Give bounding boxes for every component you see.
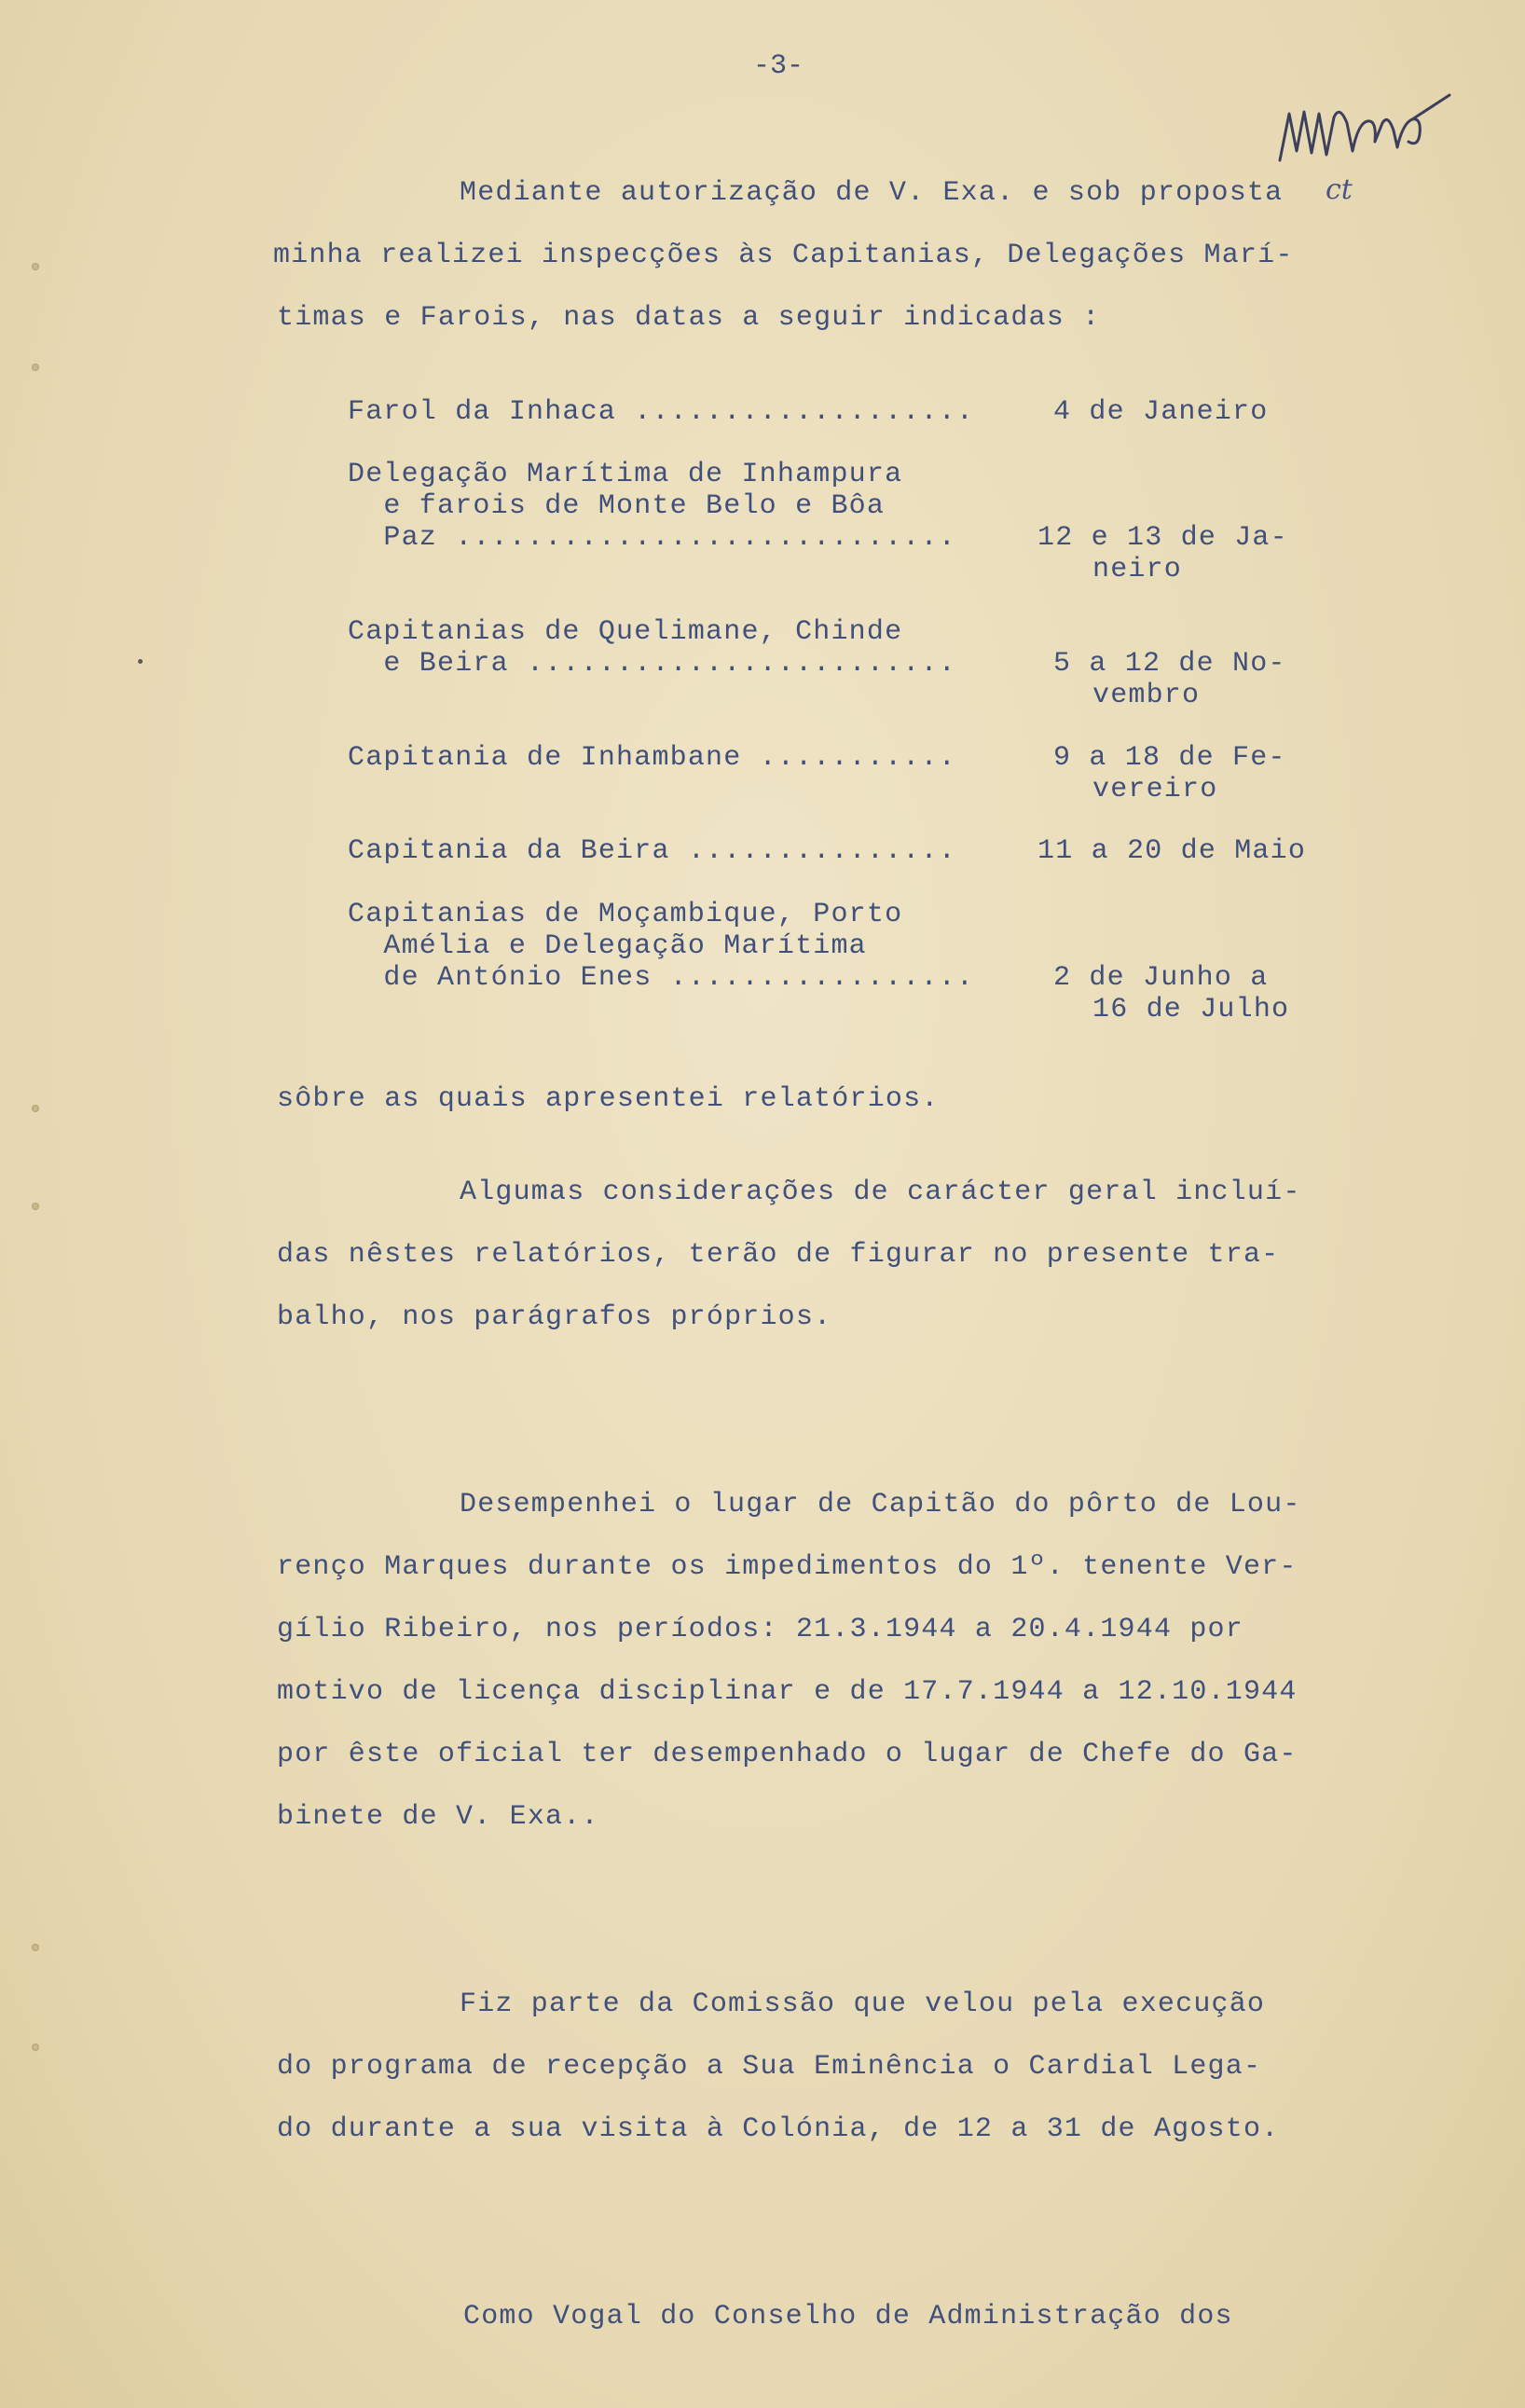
paragraph3-line: por êste oficial ter desempenhado o lugar de Chefe do Ga- bbox=[277, 1739, 1298, 1770]
paragraph3-line: motivo de licença disciplinar e de 17.7.1944 a 12.10.1944 bbox=[277, 1676, 1298, 1708]
handwritten-mark: ct bbox=[1326, 173, 1353, 206]
paragraph5-line: Como Vogal do Conselho de Administração dos bbox=[463, 2301, 1233, 2332]
ink-speck bbox=[138, 659, 143, 664]
handwritten-signature bbox=[1272, 86, 1459, 188]
binder-hole bbox=[32, 1944, 39, 1951]
inspection-date: 12 e 13 de Ja- bbox=[1037, 522, 1288, 554]
paragraph4-line: do durante a sua visita à Colónia, de 12 a 31 de Agosto. bbox=[277, 2113, 1280, 2145]
paragraph3-line: renço Marques durante os impedimentos do 1º. tenente Ver- bbox=[277, 1551, 1298, 1583]
inspection-date: 16 de Julho bbox=[1092, 994, 1290, 1025]
paragraph2-line: balho, nos parágrafos próprios. bbox=[277, 1301, 832, 1333]
paragraph4-line: do programa de recepção a Sua Eminência o Cardial Lega- bbox=[277, 2051, 1262, 2083]
paragraph1-line: timas e Farois, nas datas a seguir indicadas : bbox=[277, 302, 1101, 334]
inspection-date: neiro bbox=[1092, 554, 1183, 585]
inspection-date: 5 a 12 de No- bbox=[1053, 648, 1286, 680]
inspection-place: Capitanias de Quelimane, Chinde bbox=[348, 616, 903, 648]
binder-hole bbox=[32, 1105, 39, 1112]
binder-hole bbox=[32, 364, 39, 371]
binder-hole bbox=[32, 1203, 39, 1210]
inspection-date: 2 de Junho a bbox=[1053, 962, 1269, 994]
inspection-date: 4 de Janeiro bbox=[1053, 396, 1269, 428]
inspection-date: vembro bbox=[1092, 680, 1201, 711]
page-number: -3- bbox=[753, 50, 804, 82]
inspection-place: e farois de Monte Belo e Bôa bbox=[348, 490, 886, 522]
inspection-place: Capitanias de Moçambique, Porto bbox=[348, 899, 903, 930]
paragraph1-line: minha realizei inspecções às Capitanias, Delegações Marí- bbox=[273, 240, 1294, 271]
paragraph3-line: Desempenhei o lugar de Capitão do pôrto de Lou- bbox=[460, 1489, 1301, 1520]
paragraph1-line: Mediante autorização de V. Exa. e sob proposta bbox=[460, 177, 1284, 209]
paragraph4-line: Fiz parte da Comissão que velou pela execução bbox=[460, 1988, 1266, 2020]
paragraph2-line: das nêstes relatórios, terão de figurar no presente tra- bbox=[277, 1239, 1280, 1271]
closing-line: sôbre as quais apresentei relatórios. bbox=[277, 1083, 940, 1115]
binder-hole bbox=[32, 2043, 39, 2051]
inspection-date: 9 a 18 de Fe- bbox=[1053, 742, 1286, 774]
inspection-date: 11 a 20 de Maio bbox=[1037, 835, 1307, 867]
inspection-place: Capitania de Inhambane ........... bbox=[348, 742, 956, 774]
paragraph2-line: Algumas considerações de carácter geral incluí- bbox=[460, 1176, 1301, 1208]
paragraph3-line: gílio Ribeiro, nos períodos: 21.3.1944 a 20.4.1944 por bbox=[277, 1614, 1243, 1645]
binder-hole bbox=[32, 263, 39, 270]
inspection-place: Delegação Marítima de Inhampura bbox=[348, 459, 903, 490]
inspection-date: vereiro bbox=[1092, 774, 1218, 805]
paragraph3-line: binete de V. Exa.. bbox=[277, 1801, 599, 1833]
inspection-place: Amélia e Delegação Marítima bbox=[348, 930, 867, 962]
inspection-place: Capitania da Beira ............... bbox=[348, 835, 956, 867]
inspection-place: Paz ............................ bbox=[348, 522, 956, 554]
inspection-place: Farol da Inhaca ................... bbox=[348, 396, 975, 428]
inspection-place: e Beira ........................ bbox=[348, 648, 956, 680]
inspection-place: de António Enes ................. bbox=[348, 962, 975, 994]
